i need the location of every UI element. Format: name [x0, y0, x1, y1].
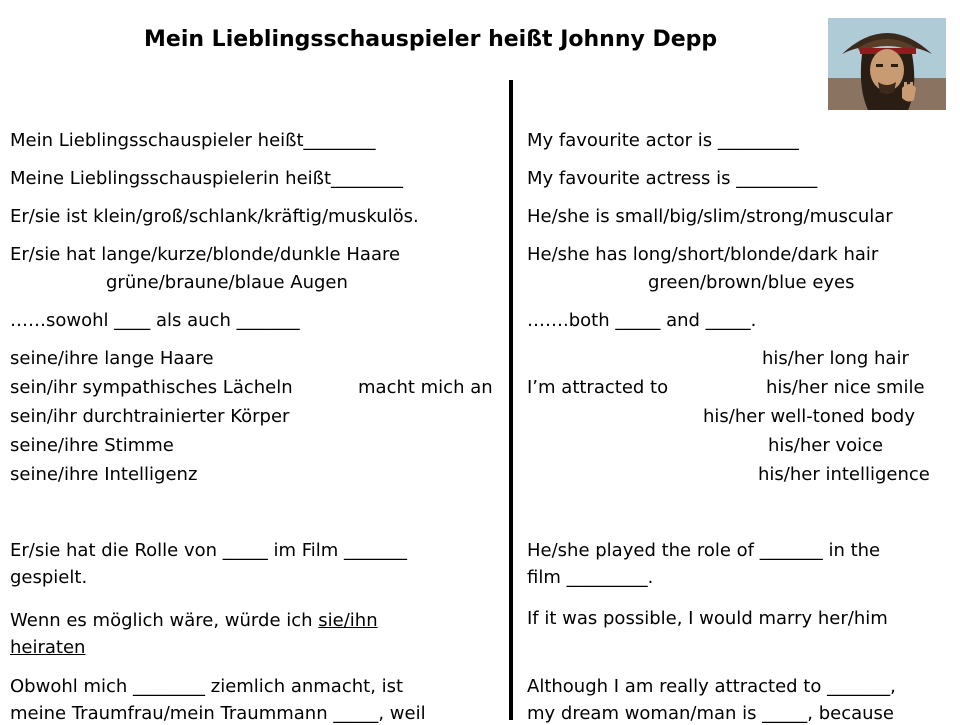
- english-actress: My favourite actress is _________: [527, 168, 818, 189]
- english-role-1: He/she played the role of _______ in the: [527, 540, 881, 561]
- column-divider: [509, 80, 513, 720]
- english-size: He/she is small/big/slim/strong/muscular: [527, 206, 893, 227]
- english-attr-1: his/her long hair: [762, 348, 909, 369]
- german-hair: Er/sie hat lange/kurze/blonde/dunkle Haare: [10, 244, 401, 265]
- english-hair: He/she has long/short/blonde/dark hair: [527, 244, 879, 265]
- german-attr-verb: macht mich an: [358, 377, 493, 398]
- actor-photo: [828, 18, 946, 110]
- german-attr-1: seine/ihre lange Haare: [10, 348, 214, 369]
- german-although-1: Obwohl mich ________ ziemlich anmacht, ist: [10, 676, 404, 697]
- english-attr-5: his/her intelligence: [758, 464, 930, 485]
- english-both: …….both _____ and _____.: [527, 310, 757, 331]
- english-attr-3: his/her well-toned body: [703, 406, 915, 427]
- german-marry-text: Wenn es möglich wäre, würde ich: [10, 610, 313, 631]
- english-attr-verb: I’m attracted to: [527, 377, 669, 398]
- english-eyes: green/brown/blue eyes: [648, 272, 855, 293]
- german-marry-2: heiraten: [10, 637, 86, 658]
- english-attr-4: his/her voice: [768, 435, 884, 456]
- english-marry: If it was possible, I would marry her/him: [527, 608, 888, 629]
- page-title: Mein Lieblingsschauspieler heißt Johnny Depp: [144, 27, 718, 52]
- german-eyes: grüne/braune/blaue Augen: [106, 272, 348, 293]
- german-actress: Meine Lieblingsschauspielerin heißt________: [10, 168, 404, 189]
- german-role-2: gespielt.: [10, 567, 88, 588]
- german-marry-underlined: sie/ihn: [318, 610, 378, 631]
- german-attr-4: seine/ihre Stimme: [10, 435, 174, 456]
- german-marry-1: [10, 610, 378, 632]
- german-attr-2: sein/ihr sympathisches Lächeln: [10, 377, 293, 398]
- pirate-portrait-icon: [828, 18, 946, 110]
- german-size: Er/sie ist klein/groß/schlank/kräftig/muskulös.: [10, 206, 419, 227]
- english-attr-2: his/her nice smile: [766, 377, 925, 398]
- german-role-1: Er/sie hat die Rolle von _____ im Film _______: [10, 540, 408, 561]
- german-actor: Mein Lieblingsschauspieler heißt________: [10, 130, 376, 151]
- english-actor: My favourite actor is _________: [527, 130, 799, 151]
- english-role-2: film _________.: [527, 567, 654, 588]
- german-although-2: meine Traumfrau/mein Traummann _____, weil: [10, 703, 426, 724]
- german-both: ……sowohl ____ als auch _______: [10, 310, 300, 331]
- german-attr-3: sein/ihr durchtrainierter Körper: [10, 406, 290, 427]
- english-although-2: my dream woman/man is _____, because: [527, 703, 894, 724]
- english-although-1: Although I am really attracted to _______,: [527, 676, 896, 697]
- german-attr-5: seine/ihre Intelligenz: [10, 464, 198, 485]
